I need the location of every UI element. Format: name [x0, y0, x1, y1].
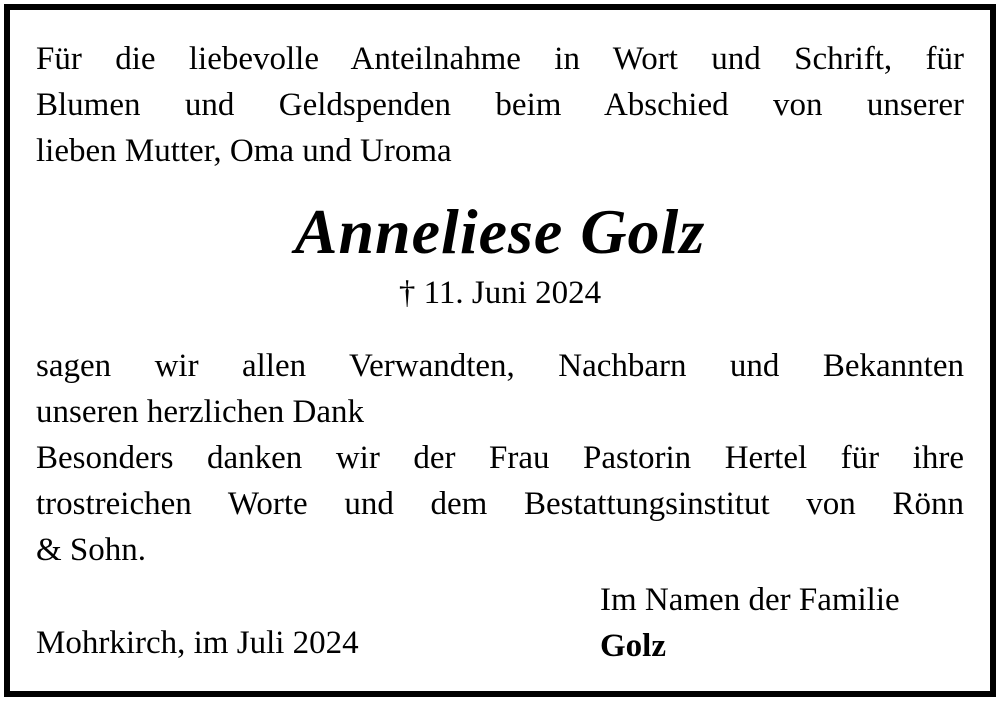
- death-date: † 11. Juni 2024: [398, 275, 602, 311]
- deceased-name: Anneliese Golz: [294, 196, 706, 267]
- signature-intro: Im Namen der Familie: [600, 582, 900, 618]
- thanks-paragraph: [36, 343, 964, 573]
- family-signature: [600, 577, 900, 669]
- thanks-line: sagen wir allen Verwandten, Nachbarn und Bekannten: [36, 348, 964, 384]
- intro-paragraph: [36, 36, 964, 174]
- intro-line: Blumen und Geldspenden beim Abschied von unserer: [36, 87, 964, 123]
- thanks-line: unseren herzlichen Dank: [36, 394, 365, 430]
- intro-line: lieben Mutter, Oma und Uroma: [36, 133, 452, 169]
- thanks-line: Besonders danken wir der Frau Pastorin Hertel für ihre: [36, 440, 964, 476]
- thanks-line: trostreichen Worte und dem Bestattungsinstitut von Rönn: [36, 486, 964, 522]
- intro-line: Für die liebevolle Anteilnahme in Wort und Schrift, für: [36, 41, 964, 77]
- thanks-line: & Sohn.: [36, 532, 147, 568]
- place-and-date: Mohrkirch, im Juli 2024: [36, 625, 359, 661]
- signature-name: Golz: [600, 628, 666, 664]
